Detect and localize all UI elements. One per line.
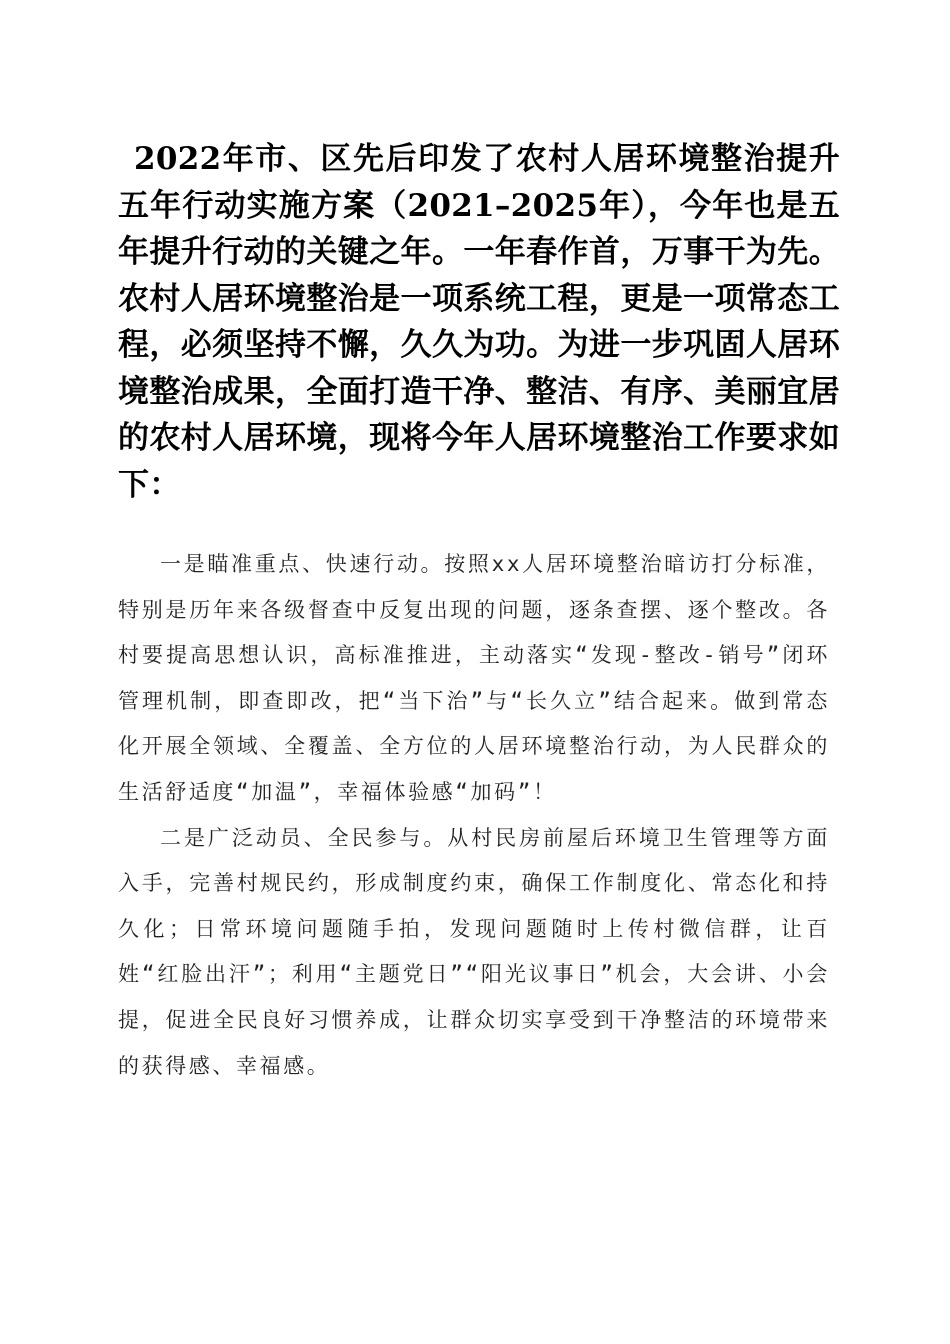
document-body bbox=[118, 542, 830, 1089]
intro-heading: 2022年市、区先后印发了农村人居环境整治提升五年行动实施方案（2021–2025年），今年也是五年提升行动的关键之年。一年春作首，万事干为先。农村人居环境整治是一项系统工程，更是一项常态工程，必须坚持不懈，久久为功。为进一步巩固人居环境整治成果，全面打造干净、整洁、有序、美丽宜居的农村人居环境，现将今年人居环境整治工作要求如下： bbox=[118, 141, 840, 503]
paragraph-1: 一是瞄准重点、快速行动。按照xx人居环境整治暗访打分标准，特别是历年来各级督查中反复出现的问题，逐条查摆、逐个整改。各村要提高思想认识，高标准推进，主动落实“发现-整改-销号”闭环管理机制，即查即改，把“当下治”与“长久立”结合起来。做到常态化开展全领域、全覆盖、全方位的人居环境整治行动，为人民群众的生活舒适度“加温”，幸福体验感“加码”！ bbox=[118, 552, 830, 804]
paragraph-2: 二是广泛动员、全民参与。从村民房前屋后环境卫生管理等方面入手，完善村规民约，形成制度约束，确保工作制度化、常态化和持久化；日常环境问题随手拍，发现问题随时上传村微信群，让百姓“红脸出汗”；利用“主题党日”“阳光议事日”机会，大会讲、小会提，促进全民良好习惯养成，让群众切实享受到干净整洁的环境带来的获得感、幸福感。 bbox=[118, 825, 830, 1078]
